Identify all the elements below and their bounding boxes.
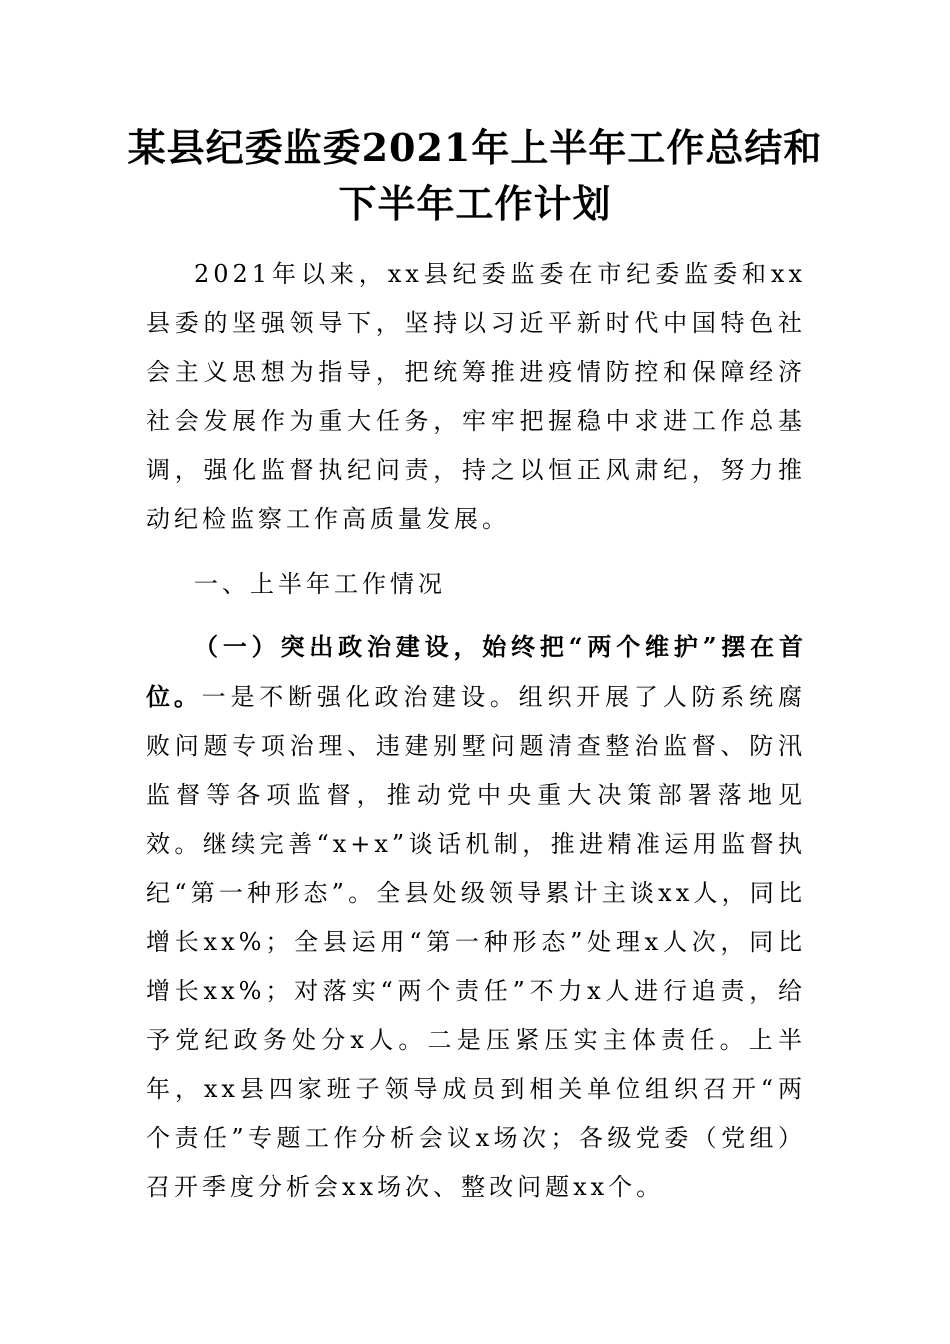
subsection-paragraph bbox=[146, 622, 806, 1212]
subsection-heading: （一）突出政治建设，始终把“两个维护”摆在首位。 bbox=[146, 632, 806, 711]
document-title: 某县纪委监委2021年上半年工作总结和下半年工作计划 bbox=[127, 125, 823, 226]
subsection-body: 一是不断强化政治建设。组织开展了人防系统腐败问题专项治理、违建别墅问题清查整治监督、防汛监督等各项监督，推动党中央重大决策部署落地见效。继续完善“x+x”谈话机制，推进精准运用监督执纪“第一种形态”。全县处级领导累计主谈xx人，同比增长xx%；全县运用“第一种形态”处理x人次，同比增长xx%；对落实“两个责任”不力x人进行追责，给予党纪政务处分x人。二是压紧压实主体责任。上半年，xx县四家班子领导成员到相关单位组织召开“两个责任”专题工作分析会议x场次；各级党委（党组）召开季度分析会xx场次、整改问题xx个。 bbox=[146, 683, 807, 1201]
section-heading: 一、上半年工作情况 bbox=[194, 570, 446, 598]
intro-paragraph: 2021年以来，xx县纪委监委在市纪委监委和xx县委的坚强领导下，坚持以习近平新时代中国特色社会主义思想为指导，把统筹推进疫情防控和保障经济社会发展作为重大任务，牢牢把握稳中求进工作总基调，强化监督执纪问责，持之以恒正风肃纪，努力推动纪检监察工作高质量发展。 bbox=[146, 260, 806, 533]
